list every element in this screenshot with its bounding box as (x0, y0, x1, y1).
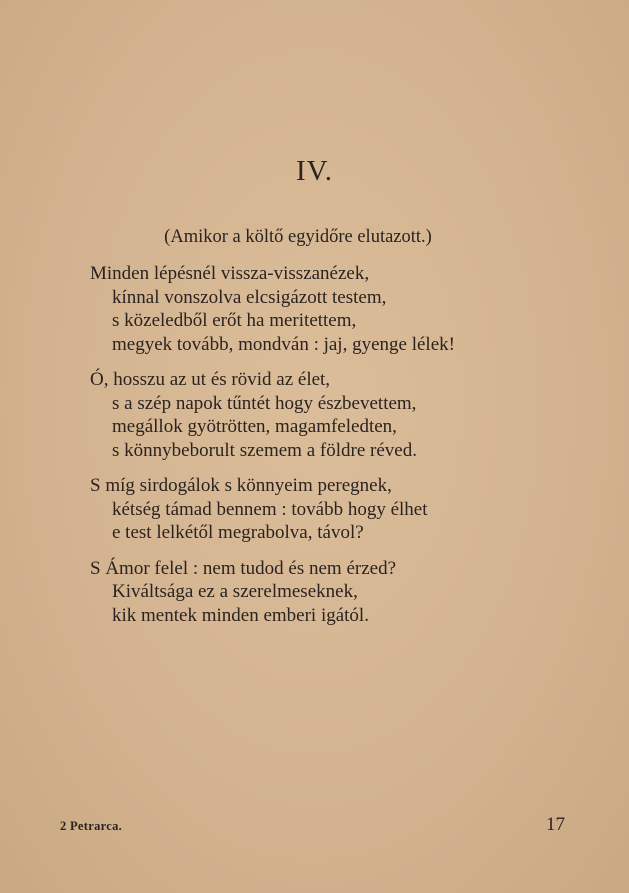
poem-line: Ó, hosszu az ut és rövid az élet, (90, 369, 331, 390)
poem-line: kétség támad bennem : tovább hogy élhet (112, 498, 428, 520)
poem-line: Minden lépésnél vissza-visszanézek, (90, 263, 370, 284)
stanza-1 (90, 262, 560, 356)
poem-line: Kiváltsága ez a szerelmeseknek, (112, 581, 358, 602)
poem-subtitle: (Amikor a költő egyidőre elutazott.) (164, 227, 432, 247)
signature-mark: 2 Petrarca. (60, 819, 123, 833)
stanza-4 (90, 557, 560, 628)
poem-line: kik mentek minden emberi igától. (112, 604, 369, 626)
poem-line: megállok gyötrötten, magamfeledten, (112, 416, 397, 437)
poem-line: kínnal vonszolva elcsigázott testem, (112, 286, 387, 308)
poem-line: s a szép napok tűntét hogy észbevettem, (112, 392, 417, 414)
poem-line: e test lelkétől megrabolva, távol? (112, 522, 364, 543)
poem-number-heading: IV. (295, 155, 334, 187)
stanza-3 (90, 474, 560, 545)
poem-line: megyek tovább, mondván : jaj, gyenge lélek! (112, 333, 455, 355)
page-number: 17 (546, 814, 565, 835)
stanza-2 (90, 368, 560, 462)
poem-line: s közeledből erőt ha meritettem, (112, 310, 357, 331)
poem-line: s könnybeborult szemem a földre réved. (112, 439, 417, 461)
poem-body (90, 262, 560, 639)
poem-line: S Ámor felel : nem tudod és nem érzed? (90, 557, 397, 579)
poem-line: S míg sirdogálok s könnyeim peregnek, (90, 475, 392, 496)
